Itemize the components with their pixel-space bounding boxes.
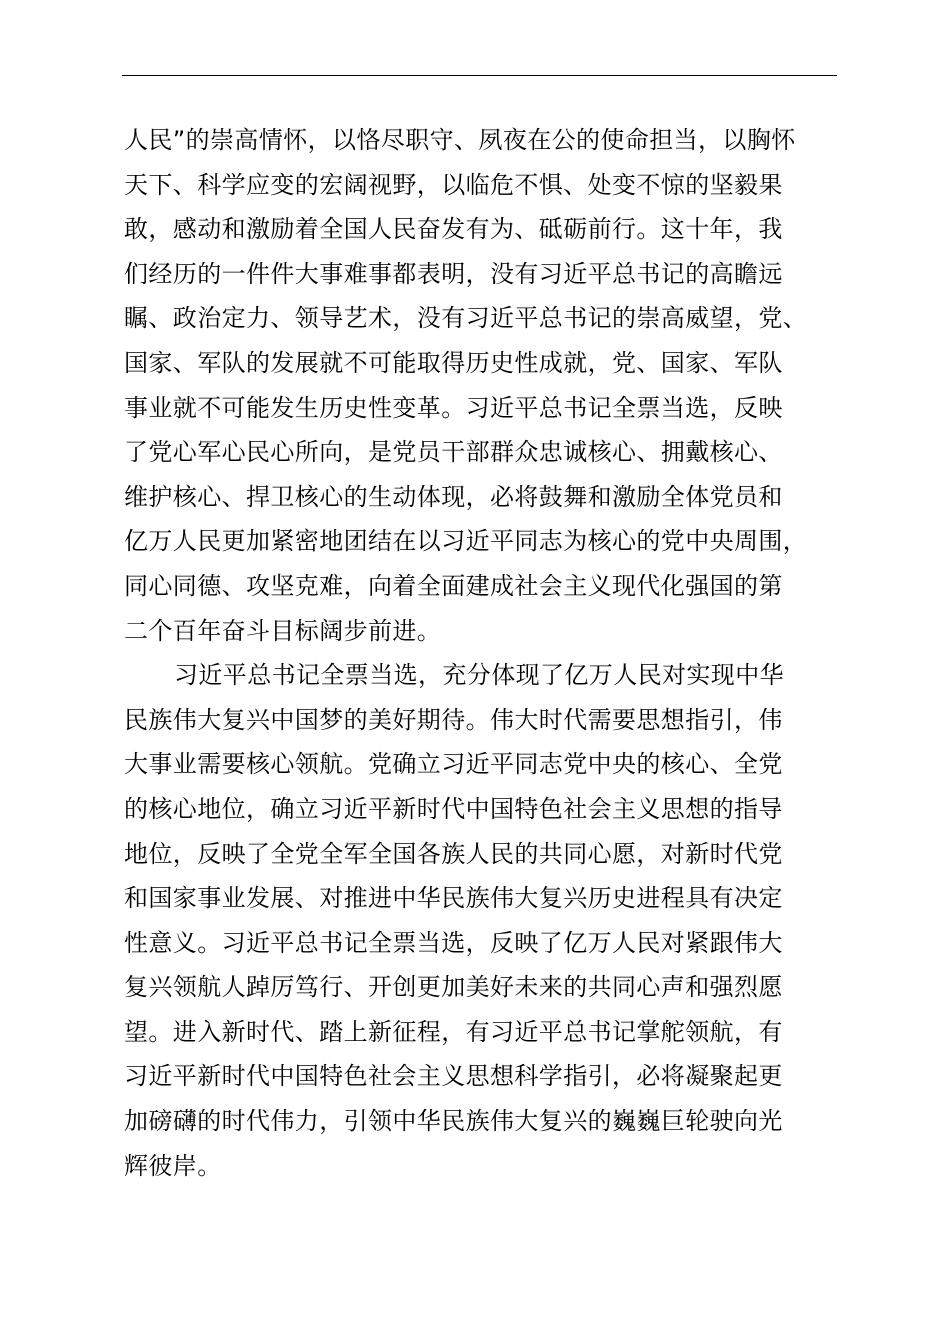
text-line: 亿万人民更加紧密地团结在以习近平同志为核心的党中央周围， bbox=[124, 527, 808, 556]
text-line: 瞩、政治定力、领导艺术，没有习近平总书记的崇高威望，党、 bbox=[124, 304, 808, 333]
text-line: 望。进入新时代、踏上新征程，有习近平总书记掌舵领航，有 bbox=[124, 1017, 783, 1046]
text-line: 二个百年奋斗目标阔步前进。 bbox=[124, 616, 442, 645]
text-line: 性意义。习近平总书记全票当选，反映了亿万人民对紧跟伟大 bbox=[124, 928, 783, 957]
text-line: 人民”的崇高情怀，以恪尽职守、夙夜在公的使命担当，以胸怀 bbox=[124, 126, 796, 154]
header-rule bbox=[122, 75, 837, 76]
text-line: 的核心地位，确立习近平新时代中国特色社会主义思想的指导 bbox=[124, 794, 783, 823]
text-line: 和国家事业发展、对推进中华民族伟大复兴历史进程具有决定 bbox=[124, 884, 783, 913]
text-line: 习近平新时代中国特色社会主义思想科学指引，必将凝聚起更 bbox=[124, 1062, 783, 1091]
paragraph-1 bbox=[124, 118, 840, 653]
text-line: 国家、军队的发展就不可能取得历史性成就，党、国家、军队 bbox=[124, 348, 783, 377]
text-line: 辉彼岸。 bbox=[124, 1151, 222, 1180]
text-line: 同心同德、攻坚克难，向着全面建成社会主义现代化强国的第 bbox=[124, 571, 783, 600]
document-body bbox=[124, 118, 840, 1188]
text-line: 敢，感动和激励着全国人民奋发有为、砥砺前行。这十年，我 bbox=[124, 215, 783, 244]
text-line: 事业就不可能发生历史性变革。习近平总书记全票当选，反映 bbox=[124, 393, 783, 422]
text-line: 习近平总书记全票当选，充分体现了亿万人民对实现中华 bbox=[174, 661, 784, 690]
text-line: 维护核心、捍卫核心的生动体现，必将鼓舞和激励全体党员和 bbox=[124, 482, 783, 511]
text-line: 地位，反映了全党全军全国各族人民的共同心愿，对新时代党 bbox=[124, 839, 783, 868]
text-line: 民族伟大复兴中国梦的美好期待。伟大时代需要思想指引，伟 bbox=[124, 705, 783, 734]
text-line: 了党心军心民心所向，是党员干部群众忠诚核心、拥戴核心、 bbox=[124, 438, 783, 467]
text-line: 大事业需要核心领航。党确立习近平同志党中央的核心、全党 bbox=[124, 750, 783, 779]
text-line: 复兴领航人踔厉笃行、开创更加美好未来的共同心声和强烈愿 bbox=[124, 973, 783, 1002]
text-line: 加磅礴的时代伟力，引领中华民族伟大复兴的巍巍巨轮驶向光 bbox=[124, 1107, 783, 1136]
text-line: 天下、科学应变的宏阔视野，以临危不惧、处变不惊的坚毅果 bbox=[124, 170, 783, 199]
paragraph-2 bbox=[124, 653, 840, 1188]
text-line: 们经历的一件件大事难事都表明，没有习近平总书记的高瞻远 bbox=[124, 259, 783, 288]
